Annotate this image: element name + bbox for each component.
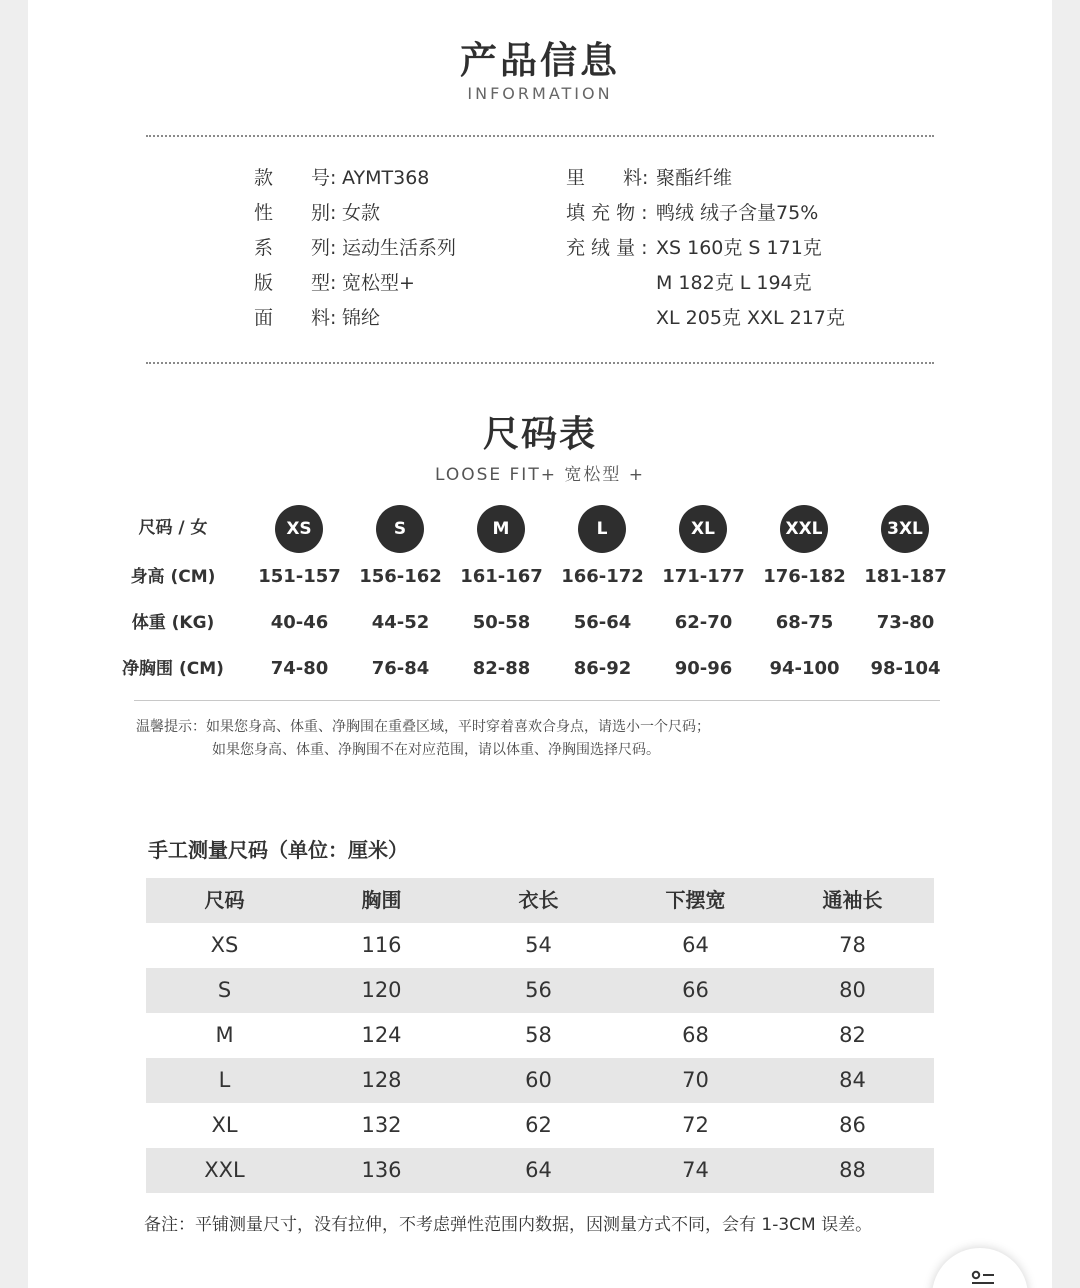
table-cell: 82 [839, 1023, 866, 1047]
table-cell: 62 [525, 1113, 552, 1137]
table-header-cell: 尺码 [204, 888, 245, 912]
size-cell: 74-80 [270, 658, 329, 679]
size-cell: 94-100 [769, 658, 840, 679]
size-badge: M [477, 505, 525, 553]
size-badge: 3XL [881, 505, 929, 553]
manual-measure-title: 手工测量尺码（单位：厘米） [148, 838, 408, 862]
list-menu-icon [970, 1270, 996, 1288]
table-cell: S [217, 978, 232, 1002]
table-cell: 124 [361, 1023, 402, 1047]
table-header-row [146, 878, 934, 923]
table-cell: 136 [361, 1158, 402, 1182]
size-badge: XL [679, 505, 727, 553]
table-cell: 68 [682, 1023, 709, 1047]
table-row [146, 923, 934, 968]
table-cell: 120 [361, 978, 402, 1002]
size-badge: XXL [780, 505, 828, 553]
table-cell: 64 [682, 933, 709, 957]
size-cell: 90-96 [674, 658, 733, 679]
table-cell: 70 [682, 1068, 709, 1092]
size-cell: 176-182 [763, 566, 846, 587]
measurement-note: 备注：平铺测量尺寸，没有拉伸，不考虑弹性范围内数据，因测量方式不同，会有 1-3CM 误差。 [144, 1215, 873, 1235]
size-cell: 50-58 [472, 612, 531, 633]
info-right-4: XL 205克 XXL 217克 [656, 307, 845, 329]
table-cell: 86 [839, 1113, 866, 1137]
info-right-0: 里 料: 聚酯纤维 [566, 167, 733, 189]
size-cell: 151-157 [258, 566, 341, 587]
table-header-cell: 通袖长 [822, 888, 883, 912]
divider-top [146, 135, 934, 137]
size-row-height [128, 554, 948, 600]
size-row-label: 净胸围 (CM) [122, 659, 224, 679]
size-cell: 73-80 [876, 612, 935, 633]
product-detail-page [28, 0, 1052, 1288]
table-cell: 54 [525, 933, 552, 957]
table-cell: L [218, 1068, 231, 1092]
size-cell: 56-64 [573, 612, 632, 633]
size-badge: L [578, 505, 626, 553]
table-header-cell: 胸围 [361, 888, 402, 912]
size-cell: 62-70 [674, 612, 733, 633]
size-cell: 161-167 [460, 566, 543, 587]
table-cell: 116 [361, 933, 402, 957]
table-cell: XS [210, 933, 239, 957]
floating-menu-button[interactable] [932, 1248, 1028, 1288]
table-row [146, 1103, 934, 1148]
table-cell: 72 [682, 1113, 709, 1137]
size-cell: 156-162 [359, 566, 442, 587]
info-left-4: 面 料: 锦纶 [254, 307, 381, 329]
table-row [146, 1148, 934, 1193]
info-left-1: 性 别: 女款 [254, 202, 381, 224]
table-cell: 56 [525, 978, 552, 1002]
size-cell: 68-75 [775, 612, 834, 633]
size-badge: XS [275, 505, 323, 553]
table-cell: XL [211, 1113, 238, 1137]
size-header-label: 尺码 / 女 [138, 518, 208, 538]
size-cell: 171-177 [662, 566, 745, 587]
divider-bottom [146, 362, 934, 364]
info-subtitle: INFORMATION [467, 84, 613, 103]
size-cell: 98-104 [870, 658, 941, 679]
size-cell: 40-46 [270, 612, 329, 633]
table-row [146, 968, 934, 1013]
size-cell: 86-92 [573, 658, 632, 679]
table-cell: M [215, 1023, 234, 1047]
info-left-0: 款 号: AYMT368 [254, 167, 430, 189]
table-cell: 78 [839, 933, 866, 957]
table-cell: 128 [361, 1068, 402, 1092]
table-cell: 74 [682, 1158, 709, 1182]
table-header-cell: 衣长 [518, 888, 559, 912]
size-row-weight [128, 600, 948, 646]
info-title: 产品信息 [460, 39, 620, 82]
info-right-1: 填 充 物 : 鸭绒 绒子含量75% [566, 202, 819, 224]
table-cell: 80 [839, 978, 866, 1002]
table-cell: 132 [361, 1113, 402, 1137]
size-chart-divider [134, 700, 940, 701]
size-row-label: 身高 (CM) [130, 567, 216, 587]
table-row [146, 1058, 934, 1103]
size-cell: 82-88 [472, 658, 531, 679]
size-cell: 44-52 [371, 612, 430, 633]
info-left-2: 系 列: 运动生活系列 [254, 237, 457, 259]
table-row [146, 1013, 934, 1058]
size-badge: S [376, 505, 424, 553]
table-cell: 60 [525, 1068, 552, 1092]
info-right-2: 充 绒 量 : XS 160克 S 171克 [566, 237, 822, 259]
table-cell: 88 [839, 1158, 866, 1182]
size-tip-line-2: 如果您身高、体重、净胸围不在对应范围，请以体重、净胸围选择尺码。 [212, 742, 660, 758]
size-chart-title: 尺码表 [482, 414, 597, 455]
size-chart-subtitle: LOOSE FIT+ 宽松型 + [434, 465, 646, 485]
size-cell: 76-84 [371, 658, 430, 679]
table-cell: 64 [525, 1158, 552, 1182]
size-row-chest [122, 646, 948, 692]
size-tip-line-1: 温馨提示：如果您身高、体重、净胸围在重叠区域，平时穿着喜欢合身点，请选小一个尺码； [136, 719, 710, 735]
info-right-3: M 182克 L 194克 [656, 272, 812, 294]
table-cell: 58 [525, 1023, 552, 1047]
table-cell: 84 [839, 1068, 866, 1092]
size-cell: 166-172 [561, 566, 644, 587]
size-cell: 181-187 [864, 566, 947, 587]
table-header-cell: 下摆宽 [665, 888, 726, 912]
size-header-row [128, 505, 948, 551]
size-row-label: 体重 (KG) [131, 613, 215, 633]
table-cell: XXL [204, 1158, 245, 1182]
table-cell: 66 [682, 978, 709, 1002]
info-left-3: 版 型: 宽松型+ [254, 272, 415, 294]
